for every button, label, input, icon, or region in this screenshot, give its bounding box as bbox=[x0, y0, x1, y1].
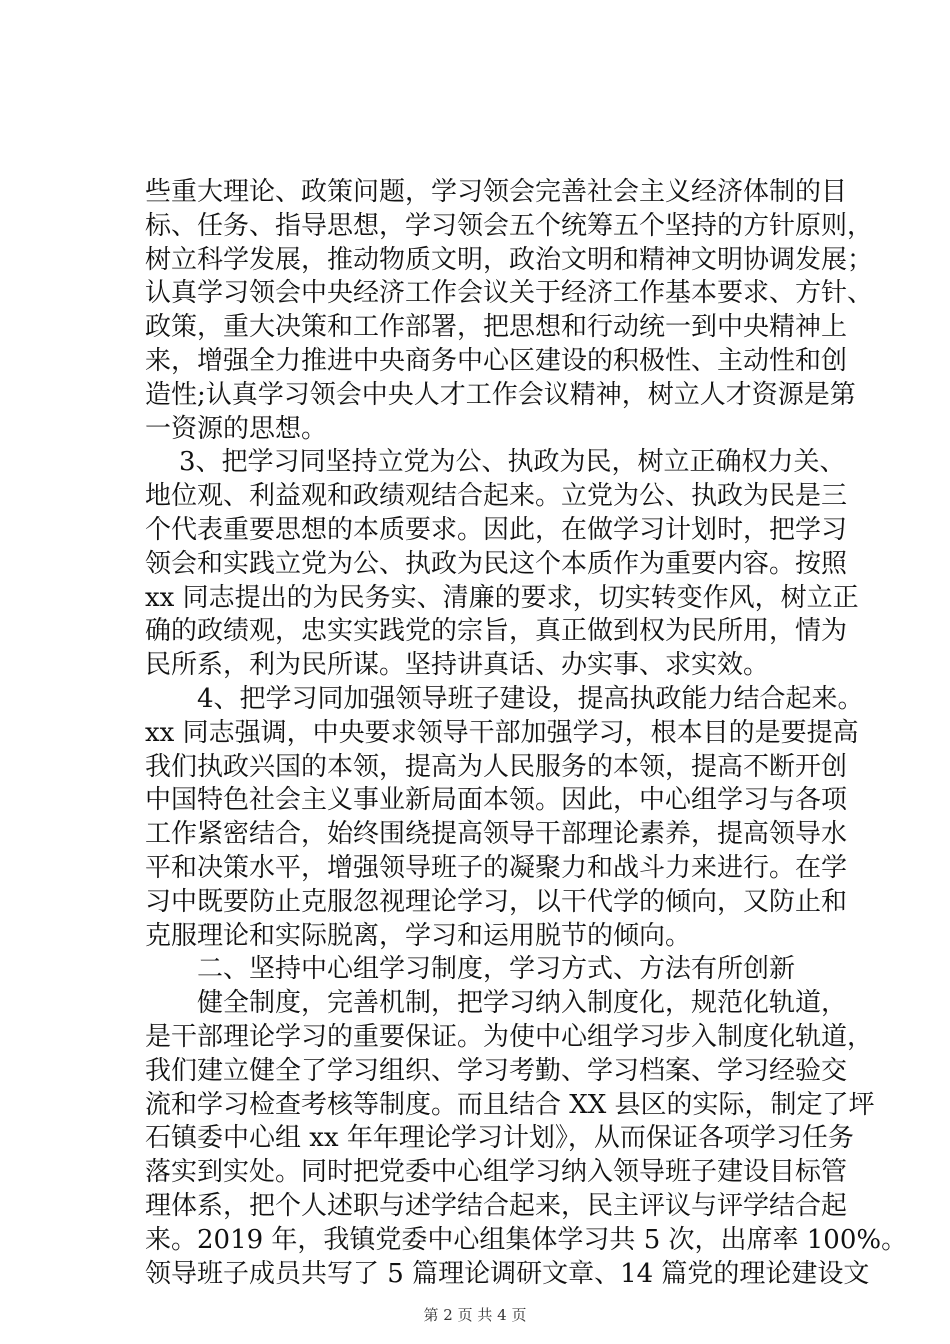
text-line: 领会和实践立党为公、执政为民这个本质作为重要内容。按照 bbox=[145, 548, 848, 579]
text-line: 一资源的思想。 bbox=[145, 413, 328, 444]
text-line: 树立科学发展，推动物质文明，政治文明和精神文明协调发展； bbox=[145, 244, 874, 275]
text-line: 健全制度，完善机制，把学习纳入制度化，规范化轨道， bbox=[197, 988, 848, 1019]
text-line: 石镇委中心组 xx 年年理论学习计划》，从而保证各项学习任务 bbox=[145, 1123, 854, 1154]
text-line: 工作紧密结合，始终围绕提高领导干部理论素养，提高领导水 bbox=[145, 819, 848, 850]
text-line: xx 同志强调，中央要求领导干部加强学习，根本目的是要提高 bbox=[145, 717, 859, 748]
text-line: 来。2019 年，我镇党委中心组集体学习共 5 次，出席率 100%。 bbox=[145, 1224, 908, 1255]
text-line: 习中既要防止克服忽视理论学习，以干代学的倾向，又防止和 bbox=[145, 886, 848, 917]
text-line: 是干部理论学习的重要保证。为使中心组学习步入制度化轨道， bbox=[145, 1021, 874, 1052]
text-line: 标、任务、指导思想，学习领会五个统筹五个坚持的方针原则， bbox=[145, 210, 874, 241]
text-line: 些重大理论、政策问题，学习领会完善社会主义经济体制的目 bbox=[145, 177, 848, 207]
text-line: xx 同志提出的为民务实、清廉的要求，切实转变作风，树立正 bbox=[145, 582, 859, 613]
text-line: 地位观、利益观和政绩观结合起来。立党为公、执政为民是三 bbox=[145, 481, 848, 512]
text-line: 领导班子成员共写了 5 篇理论调研文章、14 篇党的理论建设文 bbox=[145, 1258, 870, 1289]
text-line: 政策，重大决策和工作部署，把思想和行动统一到中央精神上 bbox=[145, 312, 848, 343]
text-line: 平和决策水平，增强领导班子的凝聚力和战斗力来进行。在学 bbox=[145, 852, 848, 883]
text-line: 4、把学习同加强领导班子建设，提高执政能力结合起来。 bbox=[197, 683, 864, 714]
text-line: 理体系，把个人述职与述学结合起来，民主评议与评学结合起 bbox=[145, 1190, 848, 1221]
page-number-footer: 第 2 页 共 4 页 bbox=[423, 1306, 527, 1324]
text-line: 我们执政兴国的本领，提高为人民服务的本领，提高不断开创 bbox=[145, 751, 848, 782]
text-line: 落实到实处。同时把党委中心组学习纳入领导班子建设目标管 bbox=[145, 1157, 848, 1188]
text-line: 我们建立健全了学习组织、学习考勤、学习档案、学习经验交 bbox=[145, 1055, 848, 1086]
text-line: 认真学习领会中央经济工作会议关于经济工作基本要求、方针、 bbox=[145, 278, 874, 309]
text-line: 3、把学习同坚持立党为公、执政为民，树立正确权力关、 bbox=[179, 447, 846, 478]
text-line: 中国特色社会主义事业新局面本领。因此，中心组学习与各项 bbox=[145, 785, 848, 816]
text-line: 流和学习检查考核等制度。而且结合 XX 县区的实际，制定了坪 bbox=[145, 1089, 875, 1120]
text-line: 来，增强全力推进中央商务中心区建设的积极性、主动性和创 bbox=[145, 345, 848, 376]
section-heading: 二、坚持中心组学习制度，学习方式、方法有所创新 bbox=[197, 954, 796, 985]
text-line: 确的政绩观，忠实实践党的宗旨，真正做到权为民所用，情为 bbox=[145, 616, 848, 647]
text-line: 民所系，利为民所谋。坚持讲真话、办实事、求实效。 bbox=[145, 650, 770, 681]
text-line: 克服理论和实际脱离，学习和运用脱节的倾向。 bbox=[145, 920, 692, 951]
document-body bbox=[145, 176, 908, 1291]
text-line: 造性;认真学习领会中央人才工作会议精神，树立人才资源是第 bbox=[145, 379, 856, 410]
text-line: 个代表重要思想的本质要求。因此，在做学习计划时，把学习 bbox=[145, 514, 848, 545]
